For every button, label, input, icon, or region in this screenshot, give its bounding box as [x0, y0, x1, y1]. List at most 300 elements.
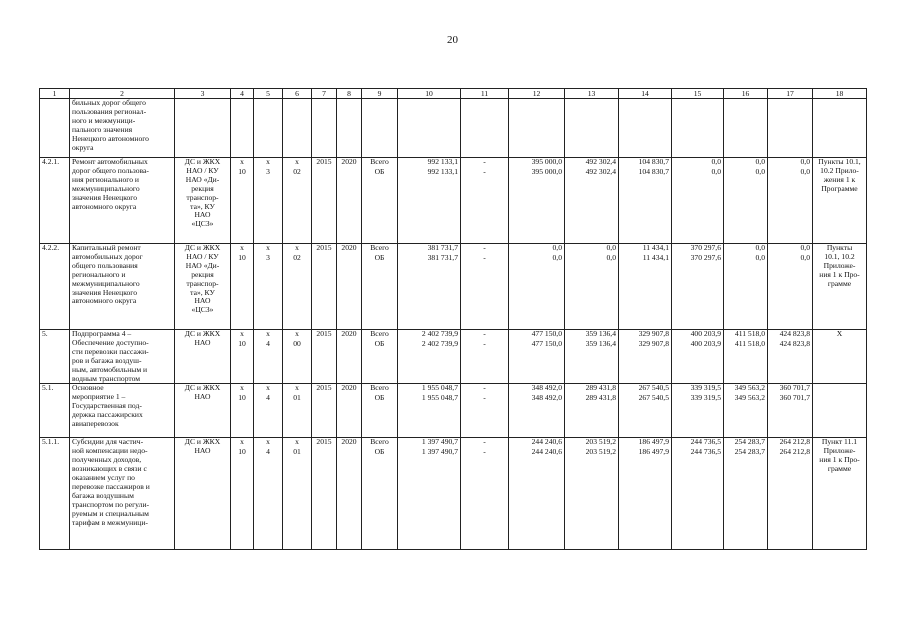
code-cell: [231, 158, 254, 244]
code-cell: [254, 384, 283, 438]
note-line: Пункты 10.1,: [818, 157, 861, 166]
executor-line: «ЦСЗ»: [191, 219, 214, 229]
item-name-line: Ненецкого автономного: [72, 133, 149, 143]
executor-line: «ЦСЗ»: [191, 305, 214, 315]
code-cell: [283, 244, 312, 330]
item-name-line: ным, автомобильным и: [72, 364, 148, 374]
item-name-line: межмуниципального: [72, 183, 140, 193]
column-number: 15: [672, 89, 724, 99]
table-row: [40, 384, 867, 438]
value-line: 203 519,2: [585, 447, 616, 457]
value-line: 0,0: [755, 157, 765, 166]
executor-line: НАО: [194, 337, 211, 347]
item-number-cell: 5.1.1.: [40, 438, 70, 550]
start-year-cell: 2015: [312, 384, 337, 438]
total-value-line: 2 402 739,9: [421, 338, 458, 348]
value-line: -: [483, 157, 486, 166]
note-line: грамме: [827, 464, 852, 474]
item-name-line: бильных дорог общего: [72, 98, 146, 107]
executor-line: ДС и ЖКХ: [184, 329, 221, 338]
note-line: Пункт 11.1: [821, 437, 858, 447]
code-cell: [231, 384, 254, 438]
code-line: х: [266, 243, 270, 252]
value-cell: [461, 438, 509, 550]
code-line: 10: [238, 393, 246, 403]
item-name-line: водным транспортом: [72, 373, 141, 383]
end-year-cell: [337, 99, 362, 158]
item-name-line: автономного округа: [72, 201, 137, 211]
funding-source-line: Всего: [370, 383, 389, 393]
item-name-line: пользования регионал-: [72, 106, 147, 116]
funding-source-line: ОБ: [374, 393, 385, 403]
item-name-line: держка пассажирских: [72, 410, 143, 420]
item-name-line: Капитальный ремонт: [72, 243, 141, 252]
total-value-line: 992 133,1: [427, 166, 458, 176]
value-line: 329 907,8: [638, 329, 669, 338]
item-name-line: Государственная под-: [72, 401, 142, 411]
funding-source-line: ОБ: [374, 338, 385, 348]
item-name-line: оказанием услуг по: [72, 473, 135, 483]
value-line: 254 283,7: [734, 447, 765, 457]
code-line: х: [295, 383, 299, 393]
value-line: 370 297,6: [690, 243, 721, 252]
value-line: 0,0: [800, 243, 810, 252]
code-line: 10: [238, 447, 246, 457]
total-value-cell: [398, 244, 461, 330]
funding-source-cell: [362, 158, 398, 244]
executor-line: та», КУ: [190, 201, 215, 211]
value-line: 0,0: [800, 166, 810, 176]
executor-cell: [175, 330, 231, 384]
value-cell: [619, 158, 672, 244]
code-line: х: [240, 243, 244, 252]
item-name-line: округа: [72, 142, 94, 152]
column-number: 14: [619, 89, 672, 99]
value-cell: [724, 384, 768, 438]
code-line: х: [295, 437, 299, 447]
value-cell: [724, 330, 768, 384]
note-line: Х: [836, 329, 843, 338]
funding-source-line: Всего: [370, 329, 389, 338]
value-line: 411 518,0: [734, 329, 765, 338]
note-cell: [813, 244, 867, 330]
column-number: 13: [565, 89, 619, 99]
value-cell: [565, 244, 619, 330]
code-line: 01: [293, 393, 301, 403]
value-cell: [565, 158, 619, 244]
code-line: 01: [293, 447, 301, 457]
start-year-cell: 2015: [312, 158, 337, 244]
value-line: -: [483, 243, 486, 252]
value-line: 370 297,6: [690, 252, 721, 262]
value-cell: [461, 384, 509, 438]
executor-line: НАО «Ди-: [185, 260, 220, 270]
value-cell: [724, 158, 768, 244]
executor-line: НАО: [194, 392, 211, 402]
value-line: 0,0: [606, 252, 616, 262]
value-cell: [461, 330, 509, 384]
item-number-cell: [40, 99, 70, 158]
note-cell: [813, 438, 867, 550]
start-year-cell: 2015: [312, 438, 337, 550]
value-line: 104 830,7: [638, 157, 669, 166]
item-name-line: Обеспечение доступно-: [72, 337, 149, 347]
code-line: 02: [293, 166, 301, 176]
column-number: 7: [312, 89, 337, 99]
value-cell: [565, 438, 619, 550]
code-line: 4: [266, 447, 270, 457]
value-cell: [509, 384, 565, 438]
total-value-line: 992 133,1: [427, 157, 458, 166]
value-line: 244 736,5: [690, 447, 721, 457]
funding-source-cell: [362, 384, 398, 438]
value-cell: [672, 384, 724, 438]
executor-line: транспор-: [186, 278, 219, 288]
item-name-cell: [70, 99, 175, 158]
code-line: х: [240, 437, 244, 447]
funding-source-line: Всего: [370, 437, 389, 447]
value-cell: [461, 244, 509, 330]
value-line: 0,0: [711, 166, 721, 176]
page-number: 20: [447, 34, 458, 46]
item-name-cell: [70, 158, 175, 244]
executor-line: ДС и ЖКХ: [184, 243, 221, 252]
value-line: 186 497,9: [638, 437, 669, 447]
code-line: х: [295, 329, 299, 338]
table-row: [40, 244, 867, 330]
column-number: 3: [175, 89, 231, 99]
executor-line: та», КУ: [190, 287, 215, 297]
value-cell: [619, 384, 672, 438]
executor-cell: [175, 158, 231, 244]
note-line: ния 1 к Про-: [819, 269, 860, 279]
value-line: 395 000,0: [531, 157, 562, 166]
value-line: 360 701,7: [779, 393, 810, 403]
total-value-cell: [398, 384, 461, 438]
total-value-line: 381 731,7: [427, 243, 458, 252]
executor-line: НАО: [194, 296, 211, 306]
note-line: 10.1, 10.2: [824, 251, 855, 261]
value-line: 359 136,4: [585, 329, 616, 338]
value-line: 11 434,1: [642, 252, 669, 262]
note-cell: [813, 330, 867, 384]
note-line: Приложе-: [823, 446, 856, 456]
value-line: 360 701,7: [779, 383, 810, 393]
executor-line: НАО: [194, 210, 211, 220]
value-line: 254 283,7: [734, 437, 765, 447]
code-line: 3: [266, 252, 270, 262]
item-name-line: межмуниципального: [72, 278, 140, 288]
item-name-line: сти перевозки пассажи-: [72, 346, 149, 356]
value-line: 400 203,9: [690, 338, 721, 348]
column-number: 8: [337, 89, 362, 99]
value-line: -: [483, 447, 486, 457]
code-line: 4: [266, 338, 270, 348]
end-year-cell: 2020: [337, 330, 362, 384]
note-line: Программе: [821, 183, 858, 193]
value-cell: [619, 99, 672, 158]
total-value-cell: [398, 99, 461, 158]
value-cell: [461, 99, 509, 158]
value-cell: [672, 438, 724, 550]
column-number: 5: [254, 89, 283, 99]
value-cell: [565, 330, 619, 384]
table-row: [40, 330, 867, 384]
funding-source-line: Всего: [370, 243, 389, 252]
item-name-line: общего пользования: [72, 260, 138, 270]
total-value-line: 1 955 048,7: [421, 383, 458, 393]
item-name-line: пального значения: [72, 124, 133, 134]
item-number-cell: 5.1.: [40, 384, 70, 438]
value-line: 186 497,9: [638, 447, 669, 457]
item-name-cell: [70, 438, 175, 550]
code-line: х: [266, 329, 270, 338]
item-name-line: значения Ненецкого: [72, 287, 138, 297]
value-line: 424 823,8: [779, 338, 810, 348]
note-cell: [813, 99, 867, 158]
column-number: 12: [509, 89, 565, 99]
column-number: 4: [231, 89, 254, 99]
value-cell: [724, 244, 768, 330]
value-line: -: [483, 166, 486, 176]
value-line: 329 907,8: [638, 338, 669, 348]
value-line: 0,0: [800, 157, 810, 166]
code-line: 10: [238, 252, 246, 262]
code-line: х: [266, 157, 270, 166]
funding-source-line: ОБ: [374, 252, 385, 262]
value-line: 244 240,6: [531, 437, 562, 447]
code-line: х: [266, 437, 270, 447]
code-cell: [254, 438, 283, 550]
value-line: 244 736,5: [690, 437, 721, 447]
note-line: Приложе-: [823, 260, 856, 270]
value-cell: [619, 438, 672, 550]
start-year-cell: [312, 99, 337, 158]
funding-source-cell: [362, 244, 398, 330]
code-cell: [254, 330, 283, 384]
value-line: -: [483, 252, 486, 262]
column-number: 10: [398, 89, 461, 99]
end-year-cell: 2020: [337, 158, 362, 244]
value-cell: [509, 438, 565, 550]
executor-cell: [175, 384, 231, 438]
item-name-line: мероприятие 1 –: [72, 392, 126, 402]
value-cell: [619, 244, 672, 330]
value-line: 339 319,5: [690, 383, 721, 393]
column-number: 9: [362, 89, 398, 99]
column-number: 1: [40, 89, 70, 99]
note-line: Пункты: [826, 243, 853, 252]
table-row: [40, 438, 867, 550]
code-line: 10: [238, 338, 246, 348]
executor-line: ДС и ЖКХ: [184, 383, 221, 393]
value-line: 104 830,7: [638, 166, 669, 176]
total-value-line: 2 402 739,9: [421, 329, 458, 338]
note-cell: [813, 158, 867, 244]
code-line: х: [295, 157, 299, 166]
value-line: 264 212,8: [779, 447, 810, 457]
code-line: х: [295, 243, 299, 252]
total-value-cell: [398, 438, 461, 550]
value-line: -: [483, 329, 486, 338]
code-cell: [254, 99, 283, 158]
program-table: [39, 88, 867, 550]
value-line: 0,0: [552, 252, 562, 262]
value-line: 348 492,0: [531, 393, 562, 403]
value-cell: [672, 244, 724, 330]
value-line: 264 212,8: [779, 437, 810, 447]
value-cell: [619, 330, 672, 384]
value-cell: [672, 330, 724, 384]
item-name-line: ного и межмуници-: [72, 115, 136, 125]
note-line: ния 1 к Про-: [819, 455, 860, 465]
value-line: 0,0: [755, 252, 765, 262]
item-name-line: ния регионального и: [72, 174, 139, 184]
item-name-line: транспортом по регули-: [72, 499, 150, 509]
column-number: 2: [70, 89, 175, 99]
value-line: 411 518,0: [734, 338, 765, 348]
value-cell: [768, 438, 813, 550]
value-cell: [724, 99, 768, 158]
executor-cell: [175, 99, 231, 158]
value-line: -: [483, 393, 486, 403]
column-number: 18: [813, 89, 867, 99]
total-value-cell: [398, 158, 461, 244]
code-line: х: [240, 157, 244, 166]
value-line: 0,0: [711, 157, 721, 166]
item-name-line: ров и багажа воздуш-: [72, 355, 142, 365]
item-name-line: Основное: [72, 383, 104, 393]
code-cell: [254, 244, 283, 330]
note-line: 10.2 Прило-: [820, 165, 859, 175]
value-line: -: [483, 338, 486, 348]
code-line: х: [266, 383, 270, 393]
table-row: [40, 158, 867, 244]
item-name-line: значения Ненецкого: [72, 192, 138, 202]
value-line: 492 302,4: [585, 157, 616, 166]
funding-source-cell: [362, 330, 398, 384]
code-line: х: [240, 383, 244, 393]
code-cell: [231, 438, 254, 550]
value-line: 0,0: [552, 243, 562, 252]
item-name-line: Подпрограмма 4 –: [72, 329, 132, 338]
total-value-cell: [398, 330, 461, 384]
funding-source-line: ОБ: [374, 166, 385, 176]
code-line: 4: [266, 393, 270, 403]
value-line: 400 203,9: [690, 329, 721, 338]
funding-source-cell: [362, 99, 398, 158]
value-line: 0,0: [606, 243, 616, 252]
code-line: 3: [266, 166, 270, 176]
item-name-cell: [70, 330, 175, 384]
value-line: 0,0: [755, 166, 765, 176]
code-cell: [231, 99, 254, 158]
code-cell: [283, 330, 312, 384]
item-name-line: возникающих в связи с: [72, 464, 147, 474]
value-cell: [509, 158, 565, 244]
item-name-line: перевозке пассажиров и: [72, 481, 150, 491]
value-line: 0,0: [755, 243, 765, 252]
note-line: жения 1 к: [823, 174, 856, 184]
executor-line: НАО «Ди-: [185, 174, 220, 184]
table-row: [40, 99, 867, 158]
value-line: 267 540,5: [638, 383, 669, 393]
item-name-line: регионального и: [72, 269, 126, 279]
value-cell: [724, 438, 768, 550]
value-line: 203 519,2: [585, 437, 616, 447]
executor-cell: [175, 244, 231, 330]
value-line: 289 431,8: [585, 393, 616, 403]
value-line: 349 563,2: [734, 393, 765, 403]
code-line: 00: [293, 338, 301, 348]
value-cell: [672, 99, 724, 158]
executor-line: рекция: [191, 269, 214, 279]
column-number: 16: [724, 89, 768, 99]
value-line: -: [483, 437, 486, 447]
item-name-line: руемым и специальным: [72, 508, 149, 518]
executor-line: НАО: [194, 446, 211, 456]
column-number: 11: [461, 89, 509, 99]
value-line: 477 150,0: [531, 338, 562, 348]
item-number-cell: 4.2.2.: [40, 244, 70, 330]
item-name-line: Субсидии для частич-: [72, 437, 144, 447]
total-value-line: 1 955 048,7: [421, 393, 458, 403]
value-cell: [768, 99, 813, 158]
value-cell: [509, 244, 565, 330]
executor-line: транспор-: [186, 192, 219, 202]
funding-source-cell: [362, 438, 398, 550]
value-line: 492 302,4: [585, 166, 616, 176]
funding-source-line: Всего: [370, 157, 389, 166]
code-cell: [283, 438, 312, 550]
item-name-line: тарифам в межмуници-: [72, 517, 148, 527]
column-number: 17: [768, 89, 813, 99]
value-cell: [509, 330, 565, 384]
end-year-cell: 2020: [337, 438, 362, 550]
start-year-cell: 2015: [312, 244, 337, 330]
value-line: 349 563,2: [734, 383, 765, 393]
value-line: 424 823,8: [779, 329, 810, 338]
value-line: 0,0: [800, 252, 810, 262]
column-number-row: [40, 89, 867, 99]
value-cell: [565, 384, 619, 438]
value-cell: [461, 158, 509, 244]
value-line: 11 434,1: [642, 243, 669, 252]
item-name-line: автомобильных дорог: [72, 251, 143, 261]
code-cell: [283, 158, 312, 244]
value-line: -: [483, 383, 486, 393]
code-cell: [283, 99, 312, 158]
item-name-cell: [70, 384, 175, 438]
executor-cell: [175, 438, 231, 550]
value-line: 348 492,0: [531, 383, 562, 393]
value-cell: [672, 158, 724, 244]
item-name-line: полученных доходов,: [72, 455, 142, 465]
executor-line: рекция: [191, 183, 214, 193]
item-number-cell: 4.2.1.: [40, 158, 70, 244]
end-year-cell: 2020: [337, 384, 362, 438]
item-name-line: авиаперевозок: [72, 419, 119, 429]
value-line: 289 431,8: [585, 383, 616, 393]
value-line: 244 240,6: [531, 447, 562, 457]
item-name-line: дорог общего пользова-: [72, 165, 149, 175]
note-line: грамме: [827, 278, 852, 288]
code-cell: [283, 384, 312, 438]
value-cell: [768, 158, 813, 244]
executor-line: НАО / КУ: [186, 251, 219, 261]
value-line: 267 540,5: [638, 393, 669, 403]
total-value-line: 381 731,7: [427, 252, 458, 262]
